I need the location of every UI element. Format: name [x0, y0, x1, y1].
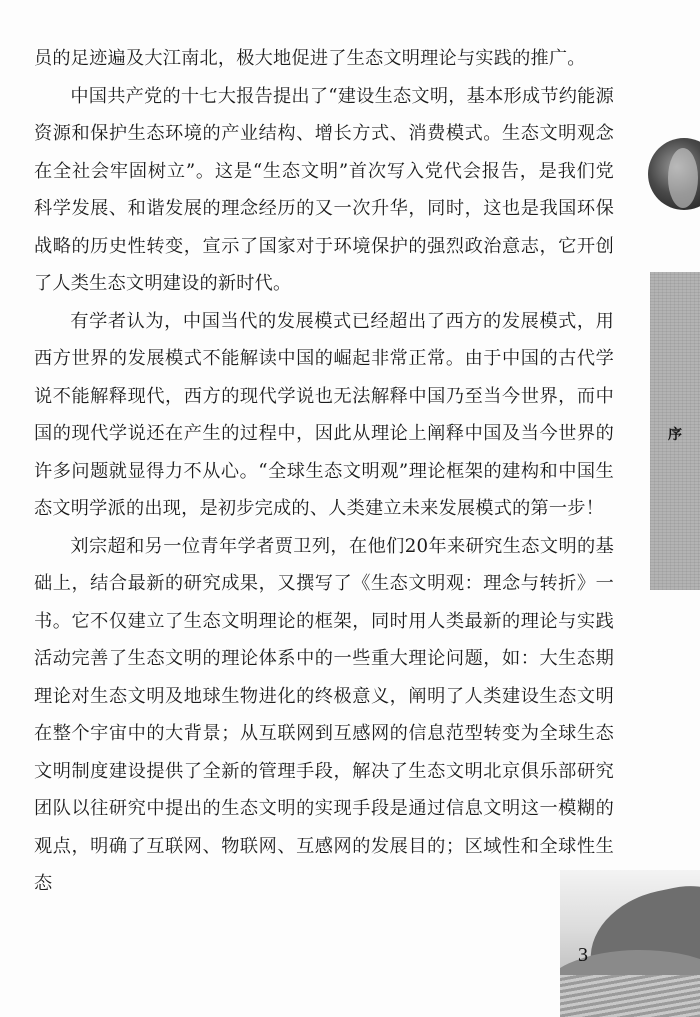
- paragraph-4: 刘宗超和另一位青年学者贾卫列，在他们20年来研究生态文明的基础上，结合最新的研究成果，又撰写了《生态文明观：理念与转折》一书。它不仅建立了生态文明理论的框架，同时用人类最新的理论与实践活动完善了生态文明的理论体系中的一些重大理论问题，如：大生态期理论对生态文明及地球生物进化的终极意义，阐明了人类建设生态文明在整个宇宙中的大背景；从互联网到互感网的信息范型转变为全球生态文明制度建设提供了全新的管理手段，解决了生态文明北京俱乐部研究团队以往研究中提出的生态文明的实现手段是通过信息文明这一模糊的观点，明确了互联网、物联网、互感网的发展目的；区域性和全球性生态: [34, 535, 614, 894]
- side-tab-label: 序: [668, 427, 682, 443]
- paragraph-3: 有学者认为，中国当代的发展模式已经超出了西方的发展模式，用西方世界的发展模式不能解读中国的崛起非常正常。由于中国的古代学说不能解释现代，西方的现代学说也无法解释中国乃至当今世界，而中国的现代学说还在产生的过程中，因此从理论上阐释中国及当今世界的许多问题就显得力不从心。“全球生态文明观”理论框架的建构和中国生态文明学派的出现，是初步完成的、人类建立未来发展模式的第一步！: [34, 310, 614, 519]
- decorative-circle-image: [648, 138, 700, 210]
- page-number: 3: [578, 944, 588, 966]
- landscape-water: [560, 975, 700, 1017]
- paragraph-2: 中国共产党的十七大报告提出了“建设生态文明，基本形成节约能源资源和保护生态环境的产业结构、增长方式、消费模式。生态文明观念在全社会牢固树立”。这是“生态文明”首次写入党代会报告，是我们党科学发展、和谐发展的理念经历的又一次升华，同时，这也是我国环保战略的历史性转变，宣示了国家对于环境保护的强烈政治意志，它开创了人类生态文明建设的新时代。: [34, 85, 614, 294]
- body-text: [34, 40, 614, 903]
- paragraph-1: 员的足迹遍及大江南北，极大地促进了生态文明理论与实践的推广。: [34, 48, 586, 69]
